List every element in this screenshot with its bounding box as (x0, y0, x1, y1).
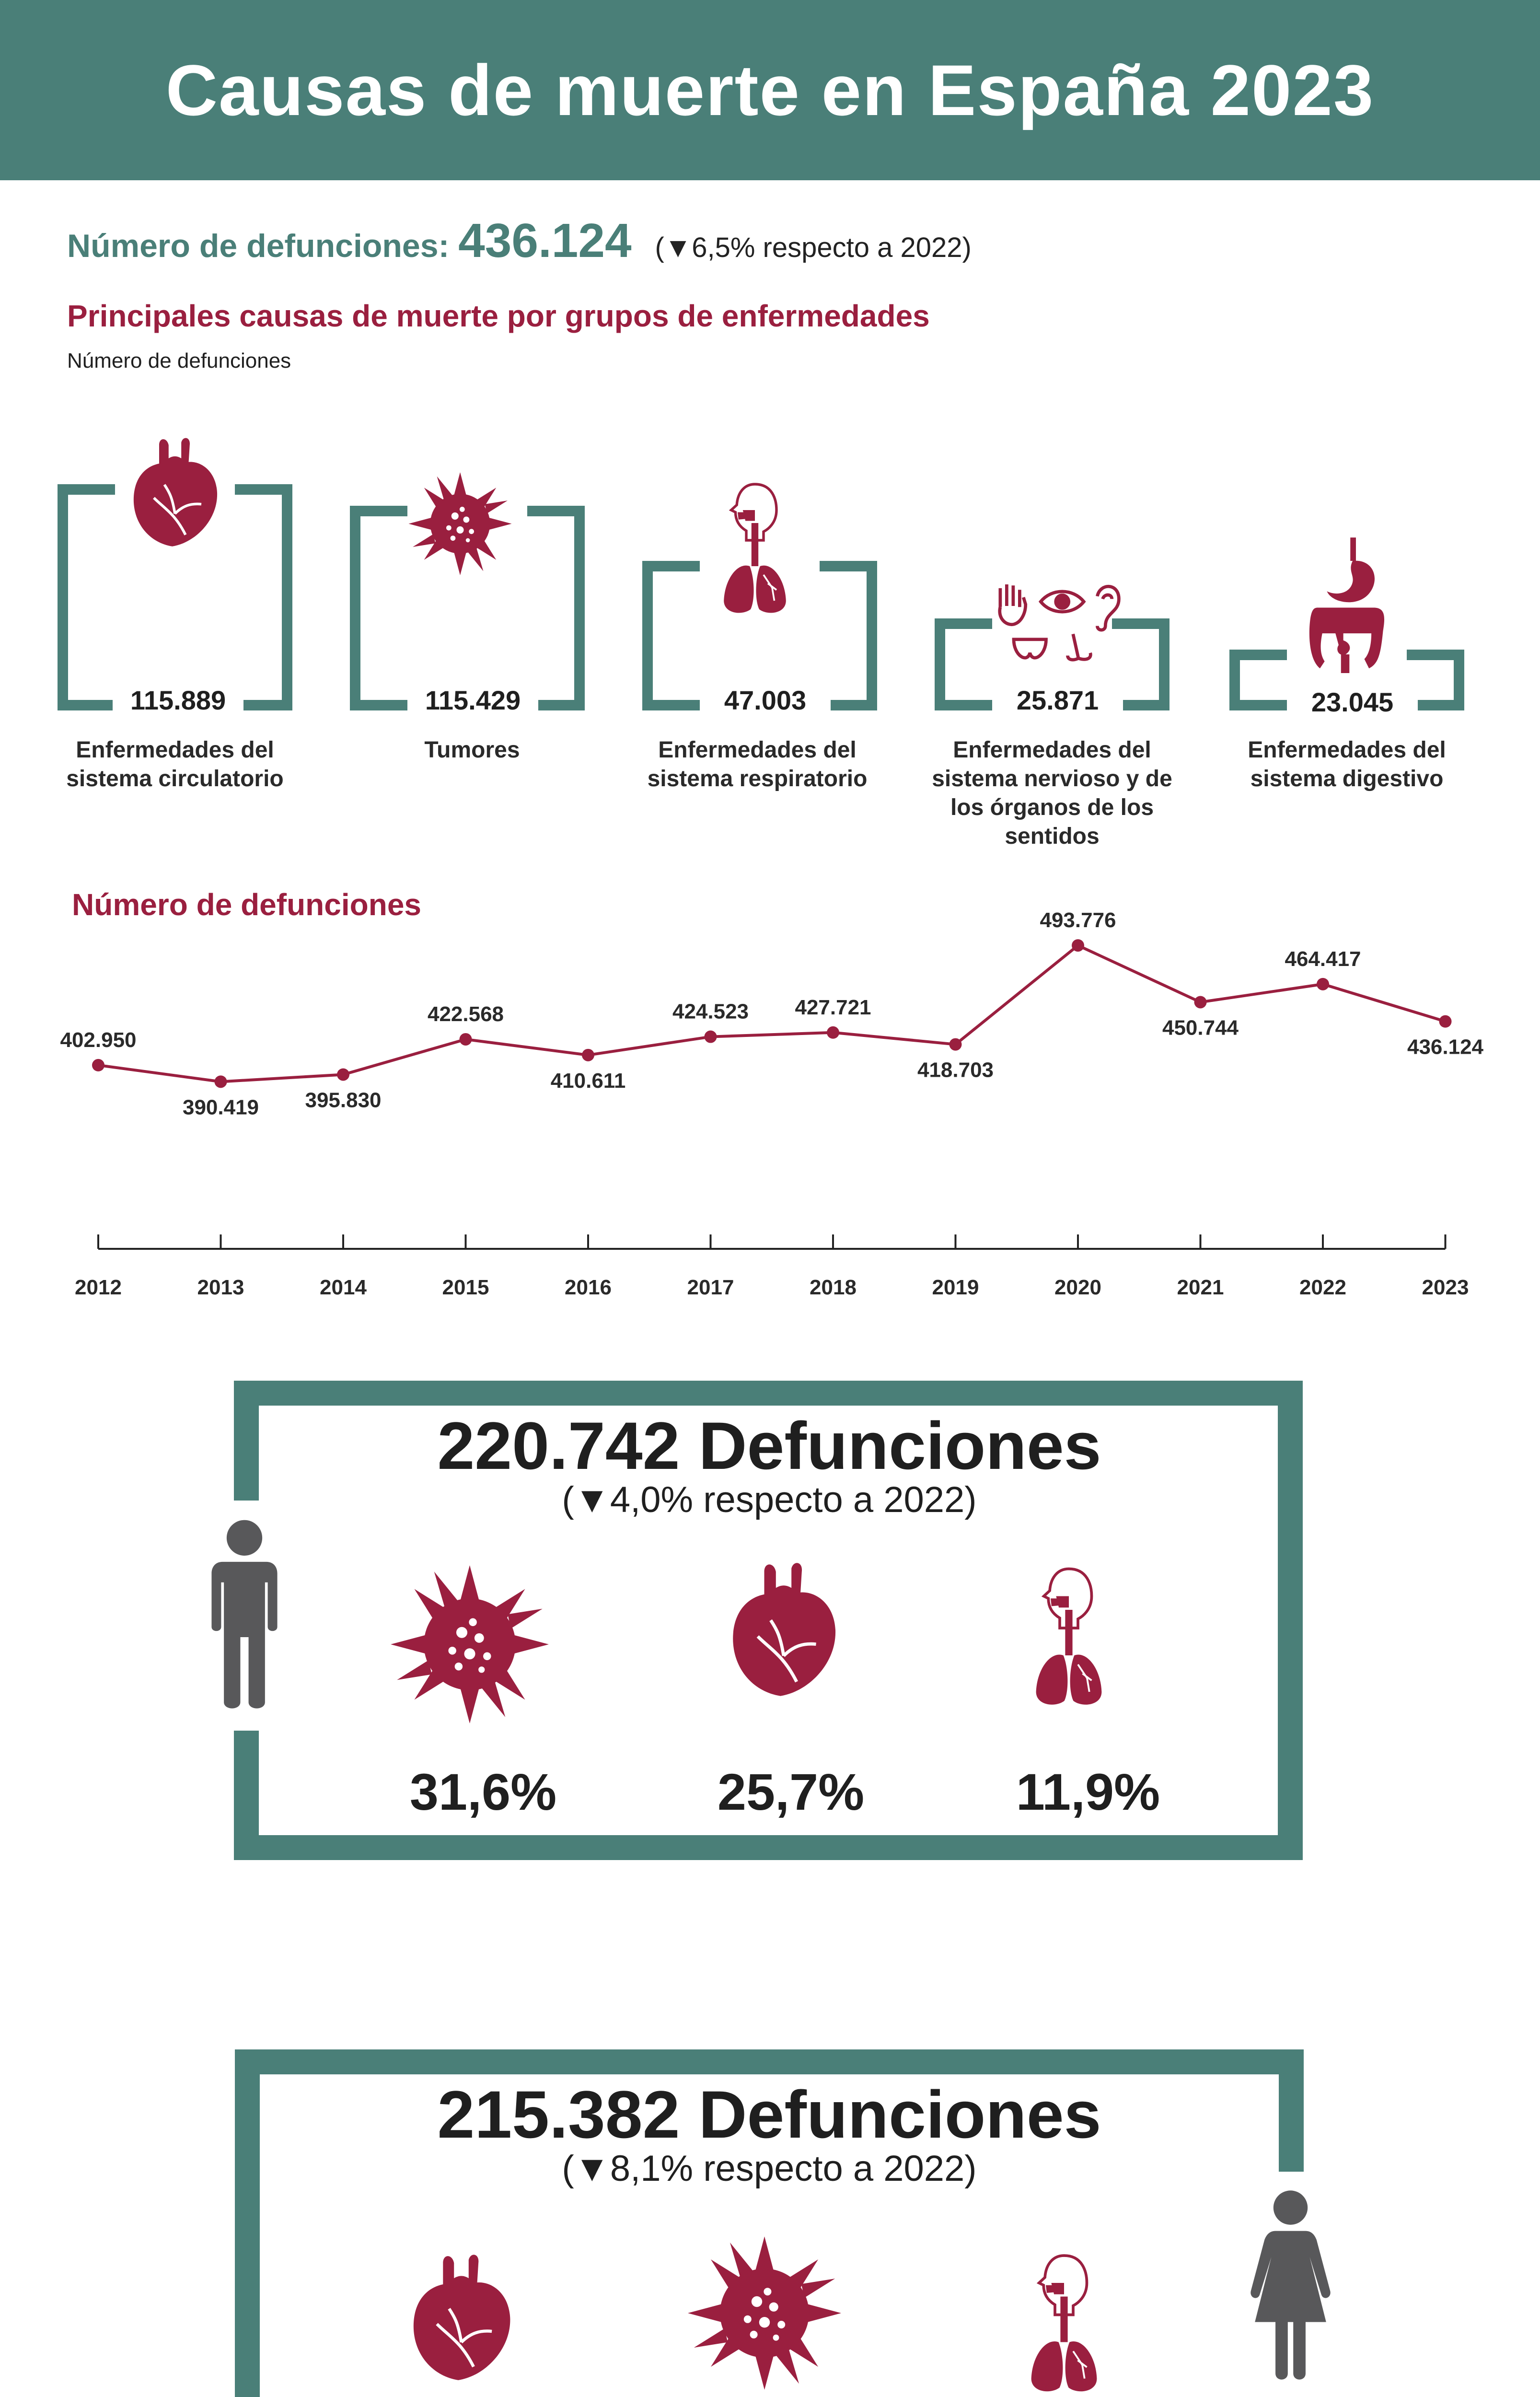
x-tick-label: 2019 (932, 1276, 979, 1299)
data-label: 450.744 (1162, 1016, 1239, 1040)
heart-icon (122, 434, 228, 551)
men-cause-pct-3: 11,9% (1016, 1763, 1160, 1821)
respiratory-system-icon (712, 463, 798, 635)
tumor-cell-icon (386, 1565, 554, 1723)
data-point (1072, 939, 1084, 952)
total-deaths-line (67, 213, 972, 268)
x-tick-label: 2017 (687, 1276, 734, 1299)
data-point (460, 1033, 472, 1046)
heart-icon (719, 1558, 848, 1702)
cause-value-digestive: 23.045 (1287, 687, 1418, 718)
x-tick-label: 2021 (1177, 1276, 1224, 1299)
data-label: 493.776 (1040, 908, 1116, 932)
data-point (949, 1038, 962, 1051)
cause-value-tumors: 115.429 (407, 685, 538, 716)
x-tick-label: 2018 (810, 1276, 857, 1299)
heart-icon (398, 2251, 525, 2385)
line-chart-title: Número de defunciones (72, 887, 421, 922)
data-label: 464.417 (1285, 947, 1361, 971)
cause-value-respiratory: 47.003 (700, 685, 831, 716)
x-tick-label: 2022 (1299, 1276, 1346, 1299)
man-icon (199, 1517, 290, 1709)
header-banner (0, 0, 1540, 180)
cause-label-circulatory: Enfermedades del sistema circulatorio (66, 737, 284, 791)
data-point (337, 1068, 349, 1081)
men-cause-pct-2: 25,7% (717, 1763, 865, 1821)
causes-section-subtitle: Número de defunciones (67, 349, 291, 372)
data-label: 424.523 (672, 1000, 749, 1024)
data-label: 402.950 (60, 1028, 137, 1052)
men-deaths-change: (▼4,0% respecto a 2022) (562, 1479, 977, 1520)
x-tick-label: 2023 (1422, 1276, 1469, 1299)
page-title: Causas de muerte en España 2023 (165, 49, 1375, 130)
cause-label-digestive: Enfermedades del sistema digestivo (1248, 737, 1446, 791)
cause-label-nervous: Enfermedades del sistema nervioso y de los órganos de los sentidos (932, 737, 1172, 849)
data-label: 410.611 (550, 1069, 626, 1093)
data-label: 436.124 (1407, 1035, 1484, 1059)
women-deaths-count: 215.382 Defunciones (437, 2077, 1101, 2152)
men-cause-pct-1: 31,6% (409, 1763, 557, 1821)
x-tick-label: 2013 (197, 1276, 244, 1299)
x-tick-label: 2016 (565, 1276, 612, 1299)
cause-value-nervous: 25.871 (992, 685, 1123, 716)
data-point (215, 1075, 227, 1088)
data-label: 422.568 (427, 1002, 504, 1026)
data-point (705, 1031, 717, 1043)
data-label: 390.419 (182, 1095, 259, 1119)
men-deaths-count: 220.742 Defunciones (437, 1408, 1101, 1483)
cause-label-tumors: Tumores (424, 737, 520, 763)
cause-label-respiratory: Enfermedades del sistema respiratorio (647, 737, 868, 791)
x-tick-label: 2012 (75, 1276, 122, 1299)
x-tick-label: 2020 (1054, 1276, 1101, 1299)
deaths-line-chart (0, 863, 1540, 1318)
total-deaths-change: (▼6,5% respecto a 2022) (655, 232, 972, 263)
respiratory-system-icon (1023, 1544, 1114, 1731)
total-deaths-label: Número de defunciones: (67, 228, 450, 264)
x-tick-label: 2015 (442, 1276, 489, 1299)
data-point (582, 1049, 594, 1061)
tumor-cell-icon (685, 2236, 844, 2390)
causes-section-title: Principales causas de muerte por grupos de enfermedades (67, 299, 930, 333)
data-point (1317, 978, 1329, 990)
cause-value-circulatory: 115.889 (113, 685, 243, 716)
data-point (1194, 996, 1207, 1008)
x-tick-label: 2014 (320, 1276, 367, 1299)
digestive-system-icon (1299, 537, 1392, 678)
senses-icon (992, 580, 1122, 666)
tumor-cell-icon (405, 472, 515, 575)
data-label: 395.830 (305, 1088, 382, 1112)
respiratory-system-icon (1019, 2229, 1110, 2397)
data-point (92, 1059, 104, 1071)
women-deaths-change: (▼8,1% respecto a 2022) (562, 2148, 977, 2189)
woman-icon (1232, 2188, 1349, 2380)
data-point (827, 1026, 839, 1039)
series-line (98, 945, 1446, 1082)
data-label: 427.721 (795, 995, 871, 1019)
data-label: 418.703 (917, 1058, 994, 1082)
data-point (1439, 1015, 1452, 1028)
total-deaths-value: 436.124 (458, 214, 632, 268)
